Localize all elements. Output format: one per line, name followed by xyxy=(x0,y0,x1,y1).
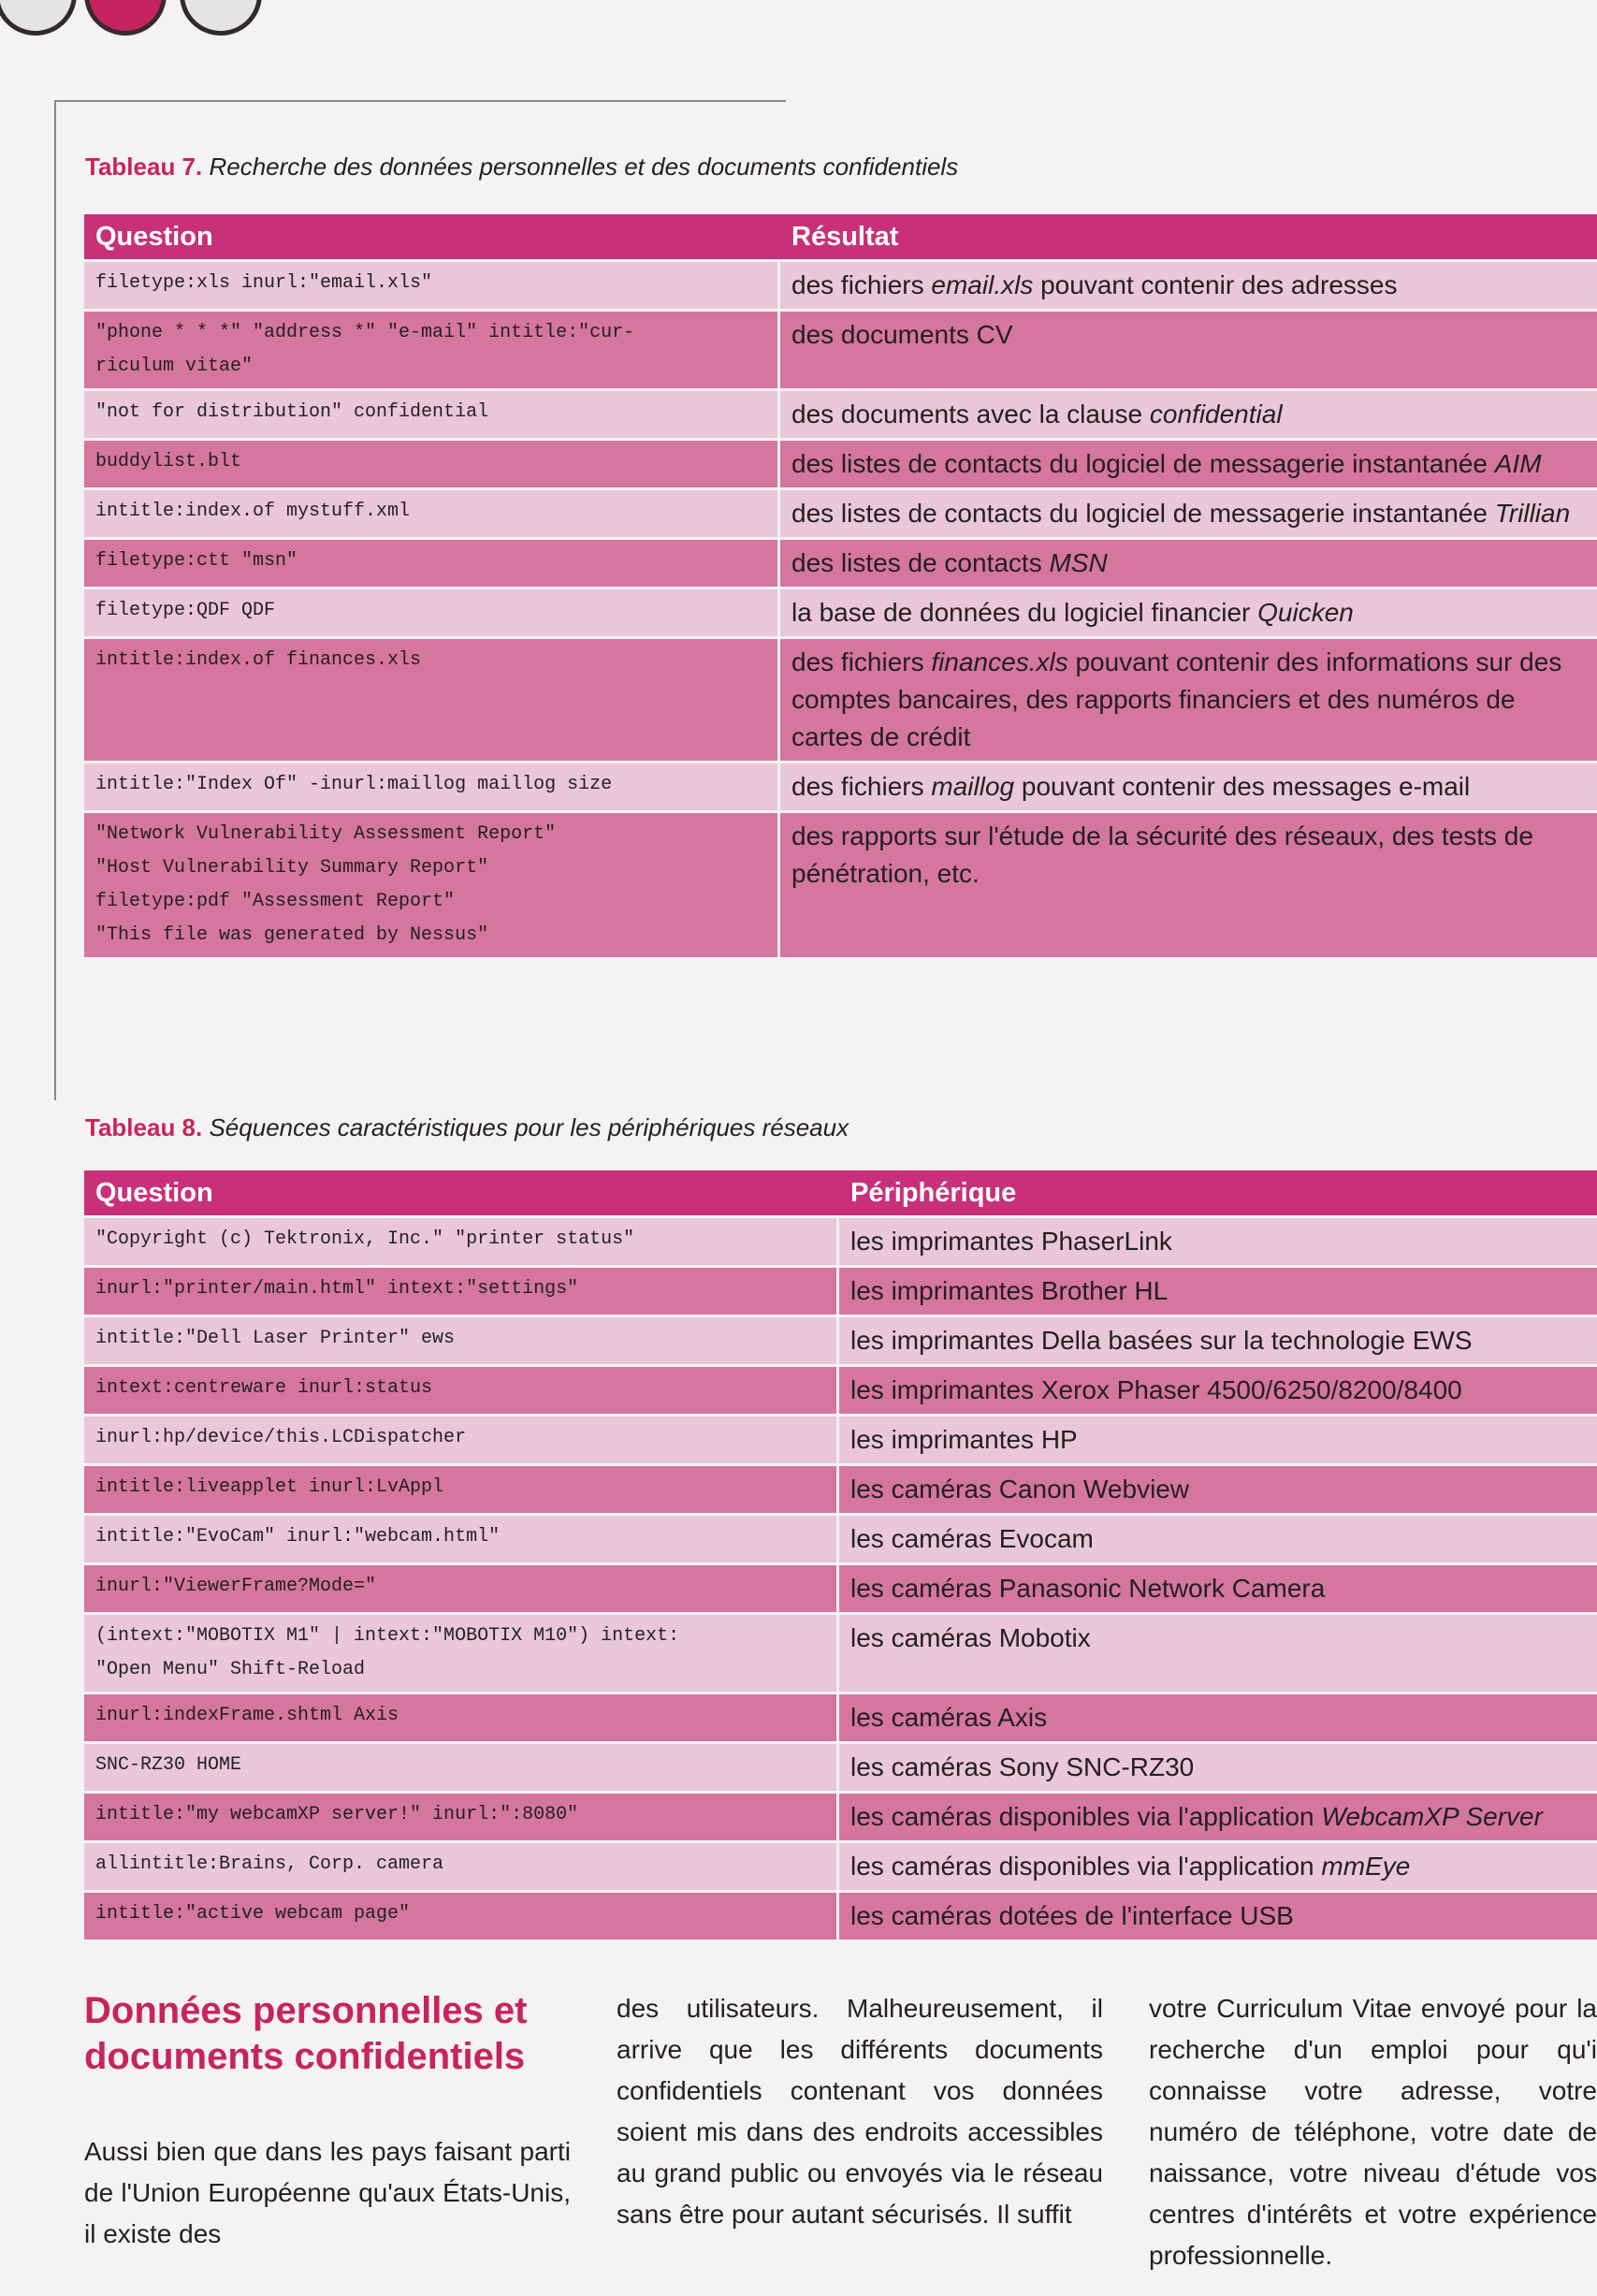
result-cell xyxy=(780,587,1597,636)
table7-caption-text: Recherche des données personnelles et des documents confidentiels xyxy=(209,153,959,181)
query-cell: intitle:index.of finances.xls xyxy=(84,636,780,761)
frame-left-rule xyxy=(54,101,56,1100)
result-cell xyxy=(839,1364,1597,1414)
result-text: les caméras disponibles via l'application xyxy=(850,1802,1322,1831)
result-cell xyxy=(780,487,1597,537)
table-row xyxy=(84,1215,1597,1265)
result-text: les imprimantes Xerox Phaser 4500/6250/8200/8400 xyxy=(850,1375,1462,1404)
table-row xyxy=(84,1612,1597,1692)
result-text: les caméras Sony SNC-RZ30 xyxy=(850,1752,1195,1781)
result-text: les imprimantes PhaserLink xyxy=(850,1227,1172,1256)
result-text: les imprimantes Brother HL xyxy=(850,1276,1169,1305)
result-text: email.xls xyxy=(931,270,1034,299)
result-text: Trillian xyxy=(1494,499,1571,528)
table-row xyxy=(84,537,1597,587)
query-cell: "not for distribution" confidential xyxy=(84,388,780,438)
article-heading: Données personnelles et documents confidentiels xyxy=(84,1990,528,2077)
result-cell xyxy=(839,1414,1597,1463)
result-text: confidential xyxy=(1149,400,1283,429)
result-text: AIM xyxy=(1494,449,1542,478)
table-row xyxy=(84,636,1597,761)
table8 xyxy=(84,1170,1597,1940)
query-cell: intitle:"EvoCam" inurl:"webcam.html" xyxy=(84,1513,839,1562)
table8-caption-text: Séquences caractéristiques pour les périphériques réseaux xyxy=(209,1113,849,1141)
result-text: des listes de contacts du logiciel de messagerie instantanée xyxy=(791,499,1495,528)
result-text: les caméras Canon Webview xyxy=(850,1475,1190,1504)
result-text: des documents CV xyxy=(791,320,1013,349)
result-cell xyxy=(780,761,1597,810)
table-row xyxy=(84,761,1597,810)
result-text: pouvant contenir des informations sur des comptes bancaires, des rapports financiers et des numéros de cartes de crédit xyxy=(791,647,1562,751)
result-text: des rapports sur l'étude de la sécurité des réseaux, des tests de pénétration, etc. xyxy=(791,821,1533,888)
clock-icons-decoration xyxy=(0,0,374,37)
clock-icon xyxy=(84,0,167,36)
query-cell: intitle:liveapplet inurl:LvAppl xyxy=(84,1463,839,1513)
table-row xyxy=(84,1890,1597,1940)
query-cell: SNC-RZ30 HOME xyxy=(84,1741,839,1791)
table8-header-question: Question xyxy=(84,1170,839,1215)
result-cell xyxy=(839,1840,1597,1890)
table7-header-result: Résultat xyxy=(780,214,1597,259)
query-cell: "Copyright (c) Tektronix, Inc." "printer status" xyxy=(84,1215,839,1265)
query-cell: intitle:"Dell Laser Printer" ews xyxy=(84,1315,839,1364)
table-row xyxy=(84,1414,1597,1463)
table8-caption-number: Tableau 8. xyxy=(85,1113,203,1141)
table-row xyxy=(84,1791,1597,1840)
result-cell xyxy=(839,1741,1597,1791)
result-cell xyxy=(780,810,1597,957)
result-cell xyxy=(839,1562,1597,1612)
result-text: les caméras Panasonic Network Camera xyxy=(850,1574,1326,1603)
query-cell: filetype:xls inurl:"email.xls" xyxy=(84,259,780,309)
result-text: des listes de contacts xyxy=(791,548,1050,577)
result-text: les caméras Axis xyxy=(850,1703,1048,1732)
result-text: les imprimantes Della basées sur la technologie EWS xyxy=(850,1326,1473,1355)
table-row xyxy=(84,438,1597,487)
result-cell xyxy=(780,636,1597,761)
result-text: des fichiers xyxy=(791,647,932,676)
result-text: les caméras dotées de l'interface USB xyxy=(850,1901,1294,1930)
result-text: WebcamXP Server xyxy=(1321,1802,1543,1831)
table7-header-question: Question xyxy=(84,214,780,259)
frame-top-rule xyxy=(54,100,786,102)
query-cell: inurl:hp/device/this.LCDispatcher xyxy=(84,1414,839,1463)
result-text: les caméras disponibles via l'application xyxy=(850,1852,1322,1881)
result-text: les caméras Evocam xyxy=(850,1524,1094,1553)
result-text: les caméras Mobotix xyxy=(850,1623,1091,1652)
table-row xyxy=(84,1741,1597,1791)
result-cell xyxy=(780,388,1597,438)
result-cell xyxy=(839,1791,1597,1840)
table7-caption xyxy=(85,153,958,182)
query-cell: filetype:ctt "msn" xyxy=(84,537,780,587)
result-cell xyxy=(780,438,1597,487)
article-column-2: des utilisateurs. Malheureusement, il arrive que les différents documents confidentiels contenant vos données soient mis dans des endroits accessibles au grand public ou envoyés via le réseau sans être pour autant sécurisés. Il suffit xyxy=(617,1994,1103,2229)
query-cell: intitle:index.of mystuff.xml xyxy=(84,487,780,537)
result-cell xyxy=(839,1215,1597,1265)
result-cell xyxy=(839,1315,1597,1364)
table-row xyxy=(84,1463,1597,1513)
query-cell: (intext:"MOBOTIX M1" | intext:"MOBOTIX M10") intext: "Open Menu" Shift-Reload xyxy=(84,1612,839,1692)
table-row xyxy=(84,388,1597,438)
table-row xyxy=(84,587,1597,636)
result-text: des documents avec la clause xyxy=(791,400,1150,429)
table-row xyxy=(84,1513,1597,1562)
result-cell xyxy=(780,537,1597,587)
table-row xyxy=(84,1840,1597,1890)
query-cell: "phone * * *" "address *" "e-mail" intitle:"cur- riculum vitae" xyxy=(84,309,780,388)
result-text: la base de données du logiciel financier xyxy=(791,598,1258,627)
query-cell: buddylist.blt xyxy=(84,438,780,487)
result-cell xyxy=(839,1513,1597,1562)
table8-header-device: Périphérique xyxy=(839,1170,1597,1215)
query-cell: intext:centreware inurl:status xyxy=(84,1364,839,1414)
table-row xyxy=(84,1364,1597,1414)
result-cell xyxy=(839,1692,1597,1741)
result-text: des listes de contacts du logiciel de messagerie instantanée xyxy=(791,449,1495,478)
result-text: les imprimantes HP xyxy=(850,1425,1078,1454)
query-cell: intitle:"my webcamXP server!" inurl:":8080" xyxy=(84,1791,839,1840)
table8-caption xyxy=(85,1113,849,1142)
query-cell: inurl:"ViewerFrame?Mode=" xyxy=(84,1562,839,1612)
article-column-1: Aussi bien que dans les pays faisant parti de l'Union Européenne qu'aux États-Unis, il existe des xyxy=(84,2137,571,2248)
clock-icon xyxy=(180,0,262,36)
query-cell: inurl:"printer/main.html" intext:"settings" xyxy=(84,1265,839,1315)
result-cell xyxy=(839,1463,1597,1513)
query-cell: intitle:"Index Of" -inurl:maillog maillog size xyxy=(84,761,780,810)
article-column-3: votre Curriculum Vitae envoyé pour la recherche d'un emploi pour qu'i connaisse votre adresse, votre numéro de téléphone, votre date de naissance, votre niveau d'étude vos centres d'intérêts et votre expérience professionnelle. xyxy=(1149,1994,1597,2270)
table-row xyxy=(84,810,1597,957)
result-text: maillog xyxy=(931,772,1015,801)
result-cell xyxy=(839,1612,1597,1692)
result-cell xyxy=(780,259,1597,309)
result-cell xyxy=(839,1890,1597,1940)
table7-caption-number: Tableau 7. xyxy=(85,153,203,181)
table-row xyxy=(84,259,1597,309)
table-row xyxy=(84,1562,1597,1612)
query-cell: allintitle:Brains, Corp. camera xyxy=(84,1840,839,1890)
clock-icon xyxy=(0,0,77,36)
result-text: des fichiers xyxy=(791,772,932,801)
query-cell: filetype:QDF QDF xyxy=(84,587,780,636)
table-row xyxy=(84,1692,1597,1741)
table-row xyxy=(84,1265,1597,1315)
result-cell xyxy=(839,1265,1597,1315)
table-row xyxy=(84,487,1597,537)
result-text: MSN xyxy=(1049,548,1108,577)
result-text: pouvant contenir des messages e-mail xyxy=(1014,772,1471,801)
query-cell: "Network Vulnerability Assessment Report" "Host Vulnerability Summary Report" filetype:pdf "Assessment Report" "This file was generated by Nessus" xyxy=(84,810,780,957)
table-row xyxy=(84,1315,1597,1364)
query-cell: inurl:indexFrame.shtml Axis xyxy=(84,1692,839,1741)
query-cell: intitle:"active webcam page" xyxy=(84,1890,839,1940)
result-text: finances.xls xyxy=(931,647,1068,676)
result-text: pouvant contenir des adresses xyxy=(1033,270,1398,299)
result-text: mmEye xyxy=(1321,1852,1411,1881)
result-text: des fichiers xyxy=(791,270,932,299)
table-row xyxy=(84,309,1597,388)
table7 xyxy=(84,214,1597,957)
result-text: Quicken xyxy=(1257,598,1354,627)
result-cell xyxy=(780,309,1597,388)
